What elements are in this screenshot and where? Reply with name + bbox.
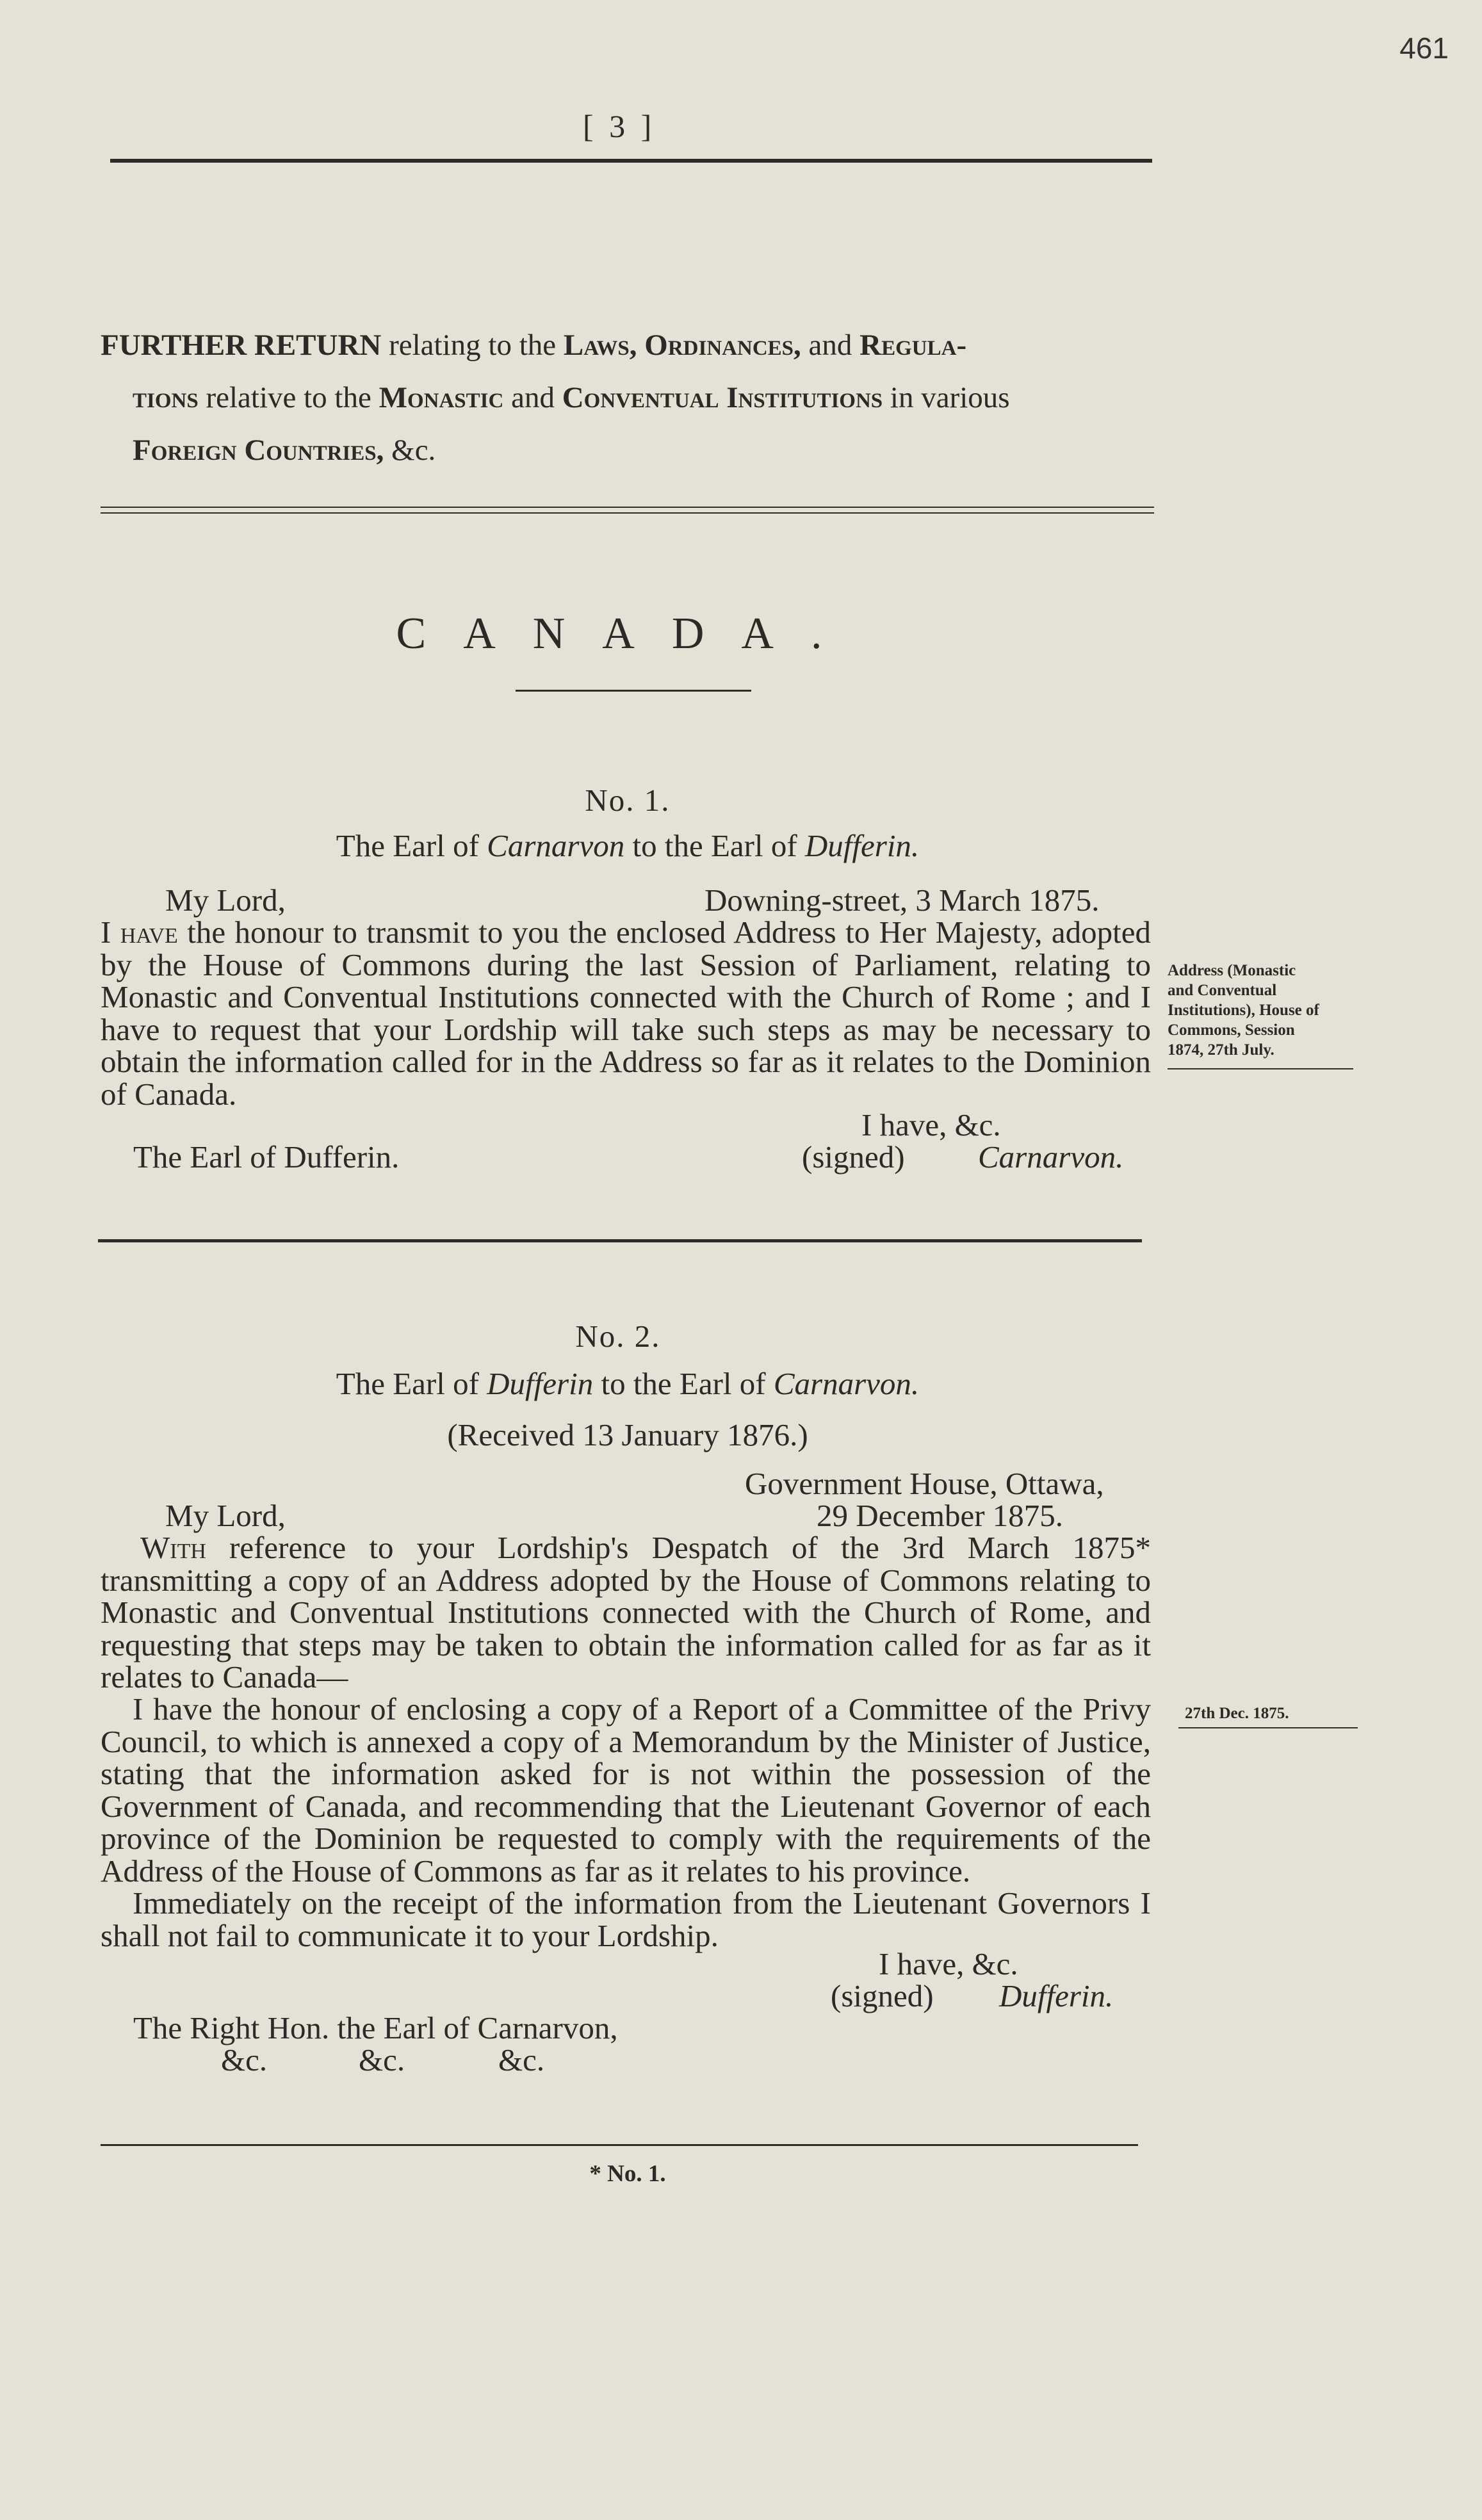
letter1-signature: Carnarvon. <box>978 1139 1124 1175</box>
title-text: and <box>503 381 562 414</box>
letter2-etc-1: &c. <box>221 2042 268 2077</box>
letter1-place-date: Downing-street, 3 March 1875. <box>704 882 1100 918</box>
document-number: [ 3 ] <box>583 108 656 144</box>
letter1-body-text: the honour to transmit to you the enclosed Address to Her Majesty, adopted by the House of Commons during the last Session of Parliament, relating to Monastic and Conventual Institutions connected with the Church of Rome ; and I have to request that your Lordship will take such steps as may be necessary to obtain the information called for in the Address so far as it relates to the Dominion of Canada. <box>101 915 1152 1112</box>
letter1-heading <box>0 830 1255 862</box>
title-text: &c. <box>384 434 436 467</box>
letter1-from-name: Carnarvon <box>487 828 625 863</box>
section-divider <box>98 1239 1142 1242</box>
letter2-to-prefix: to the Earl of <box>593 1366 774 1401</box>
footnote: * No. 1. <box>589 2161 666 2187</box>
title-double-rule-top <box>101 507 1154 508</box>
letter1-from-prefix: The Earl of <box>336 828 487 863</box>
page-number: 461 <box>1399 31 1449 65</box>
title-double-rule-bottom <box>101 512 1154 514</box>
heading-underline <box>516 690 751 692</box>
title-text: and <box>801 329 860 362</box>
letter1-body <box>101 916 1151 1110</box>
country-heading: CANADA. <box>396 609 859 658</box>
letter2-closing: I have, &c. <box>879 1946 1018 1981</box>
title-further-return: FURTHER RETURN <box>101 329 382 362</box>
title-text: in various <box>883 381 1010 414</box>
letter1-margin-note <box>1168 961 1372 1060</box>
margin-note-line: Address (Monastic <box>1168 962 1296 979</box>
letter2-salutation: My Lord, <box>165 1498 286 1533</box>
letter2-para1-text: reference to your Lordship's Despatch of the 3rd March 1875* transmitting a copy of an Address adopted by the House of Commons relating to Monastic and Conventual Institutions connected with the Church of Rome, and requesting that steps may be taken to obtain the information called for as far as it relates to Canada— <box>101 1530 1151 1695</box>
letter2-heading <box>0 1368 1255 1400</box>
title-text: relating to the <box>381 329 564 362</box>
letter1-recipient: The Earl of Dufferin. <box>133 1139 400 1175</box>
header-rule <box>110 159 1152 163</box>
letter2-para1 <box>101 1532 1151 1694</box>
margin-note-underline <box>1178 1727 1358 1728</box>
title-monastic: Monastic <box>379 381 504 414</box>
margin-note-line: Commons, Session <box>1168 1021 1295 1039</box>
letter2-to-name: Carnarvon. <box>773 1366 920 1401</box>
letter2-place: Government House, Ottawa, <box>745 1466 1104 1501</box>
letter1-to-prefix: to the Earl of <box>624 828 805 863</box>
document-title <box>101 319 1151 476</box>
letter2-margin-note: 27th Dec. 1875. <box>1185 1705 1289 1722</box>
title-foreign-countries: Foreign Countries, <box>133 434 384 467</box>
letter1-to-name: Dufferin. <box>804 828 920 863</box>
letter1-body-lead: I have <box>101 915 178 950</box>
title-laws: Laws, Ordinances, <box>563 329 801 362</box>
letter2-date: 29 December 1875. <box>817 1498 1064 1533</box>
title-conventual-institutions: Conventual Institutions <box>562 381 883 414</box>
margin-note-underline <box>1168 1068 1353 1069</box>
title-text: relative to the <box>198 381 379 414</box>
letter2-received: (Received 13 January 1876.) <box>447 1417 808 1452</box>
letter2-etc-3: &c. <box>498 2042 545 2077</box>
letter1-signed: (signed) <box>802 1139 905 1175</box>
letter2-para1-lead: With <box>140 1530 206 1565</box>
footnote-rule <box>101 2144 1138 2146</box>
letter2-signature: Dufferin. <box>999 1978 1114 2013</box>
title-tions: tions <box>133 381 199 414</box>
letter2-from-name: Dufferin <box>487 1366 594 1401</box>
title-regula: Regula- <box>859 329 967 362</box>
letter1-salutation: My Lord, <box>165 882 286 918</box>
margin-note-line: and Conventual <box>1168 982 1277 999</box>
letter2-from-prefix: The Earl of <box>336 1366 487 1401</box>
letter1-closing: I have, &c. <box>861 1107 1001 1142</box>
margin-note-line: Institutions), House of <box>1168 1002 1319 1019</box>
letter2-etc-2: &c. <box>359 2042 405 2077</box>
letter2-para3: Immediately on the receipt of the information from the Lieutenant Governors I shall not fail to communicate it to your Lordship. <box>101 1885 1151 1953</box>
letter2-number: No. 2. <box>575 1319 661 1354</box>
letter2-signed: (signed) <box>831 1978 934 2013</box>
letter2-recipient: The Right Hon. the Earl of Carnarvon, <box>133 2010 618 2045</box>
letter2-para2: I have the honour of enclosing a copy of a Report of a Committee of the Privy Council, to which is annexed a copy of a Memorandum by the Minister of Justice, stating that the information asked for is not within the possession of the Government of Canada, and recommending that the Lieutenant Governor of each province of the Dominion be requested to comply with the requirements of the Address of the House of Commons as far as it relates to his province. <box>101 1691 1151 1889</box>
letter1-number: No. 1. <box>585 783 671 818</box>
margin-note-line: 1874, 27th July. <box>1168 1041 1274 1059</box>
